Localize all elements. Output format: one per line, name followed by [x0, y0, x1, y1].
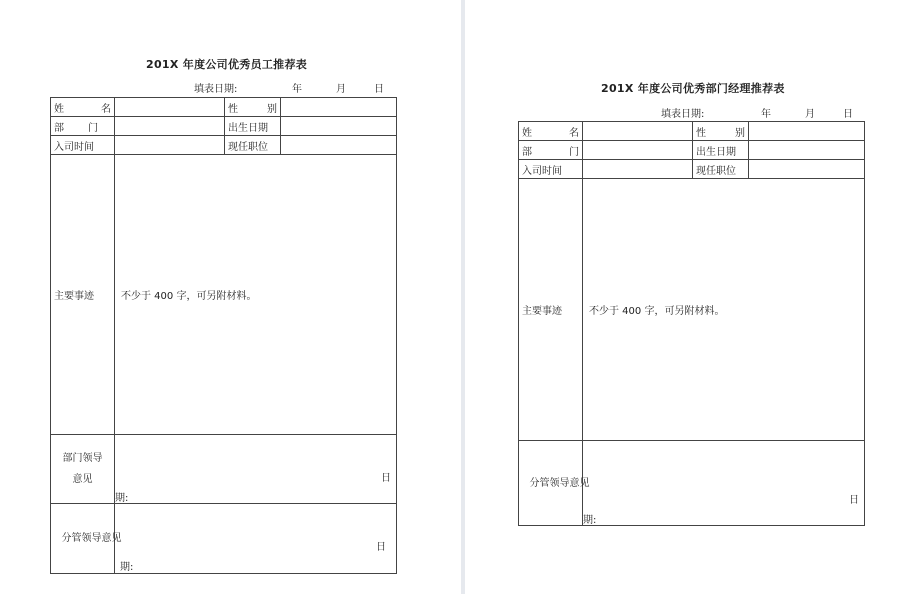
name-field[interactable]: [583, 122, 693, 141]
dept-leader-opinion-field[interactable]: [115, 435, 397, 504]
deeds-label: 主要事迹: [519, 179, 583, 441]
birth-label: 出生日期: [225, 117, 281, 136]
join-field[interactable]: [583, 160, 693, 179]
form-title: 201X 年度公司优秀部门经理推荐表: [601, 82, 785, 95]
supervisor-opinion-label: 分管领导意见: [51, 504, 115, 574]
birth-label: 出生日期: [693, 141, 749, 160]
gender-label-cell: 性 别: [693, 122, 749, 141]
year-unit: 年: [292, 84, 302, 95]
dept-label-cell: 部 门: [519, 141, 583, 160]
fill-date-label: 填表日期:: [661, 109, 705, 120]
position-field[interactable]: [749, 160, 865, 179]
birth-field[interactable]: [749, 141, 865, 160]
opinion-day-label: 日: [376, 542, 386, 553]
opinion-period-label: 期:: [583, 515, 597, 526]
name-field[interactable]: [115, 98, 225, 117]
join-label: 入司时间: [519, 160, 583, 179]
deeds-field[interactable]: 不少于 400 字，可另附材料。: [115, 155, 397, 435]
dept-label-cell: 部 门: [51, 117, 115, 136]
month-unit: 月: [805, 109, 815, 120]
form-title: 201X 年度公司优秀员工推荐表: [146, 58, 308, 71]
supervisor-opinion-label: 分管领导意见: [519, 441, 583, 526]
fill-date-row: [661, 105, 861, 119]
month-unit: 月: [336, 84, 346, 95]
gender-field[interactable]: [281, 98, 397, 117]
birth-field[interactable]: [281, 117, 397, 136]
position-label: 现任职位: [225, 136, 281, 155]
deeds-field[interactable]: 不少于 400 字，可另附材料。: [583, 179, 865, 441]
year-unit: 年: [761, 109, 771, 120]
supervisor-opinion-field[interactable]: [583, 441, 865, 526]
opinion-period-label: 期:: [115, 493, 129, 504]
join-field[interactable]: [115, 136, 225, 155]
position-field[interactable]: [281, 136, 397, 155]
name-label-cell: 姓 名: [519, 122, 583, 141]
opinion-day-label: 日: [849, 495, 859, 506]
name-label-cell: 姓 名: [51, 98, 115, 117]
opinion-period-label: 期:: [120, 562, 134, 573]
position-label: 现任职位: [693, 160, 749, 179]
right-page: [465, 0, 907, 594]
dept-field[interactable]: [115, 117, 225, 136]
opinion-day-label: 日: [381, 473, 391, 484]
gender-field[interactable]: [749, 122, 865, 141]
dept-field[interactable]: [583, 141, 693, 160]
gender-label-cell: 性 别: [225, 98, 281, 117]
day-unit: 日: [843, 109, 853, 120]
supervisor-opinion-field[interactable]: [115, 504, 397, 574]
join-label: 入司时间: [51, 136, 115, 155]
deeds-label: 主要事迹: [51, 155, 115, 435]
dept-leader-opinion-label: 部门领导意见: [51, 435, 115, 504]
day-unit: 日: [374, 84, 384, 95]
fill-date-row: [194, 80, 394, 94]
recommendation-table: [518, 121, 865, 526]
recommendation-table: [50, 97, 397, 574]
fill-date-label: 填表日期:: [194, 84, 238, 95]
